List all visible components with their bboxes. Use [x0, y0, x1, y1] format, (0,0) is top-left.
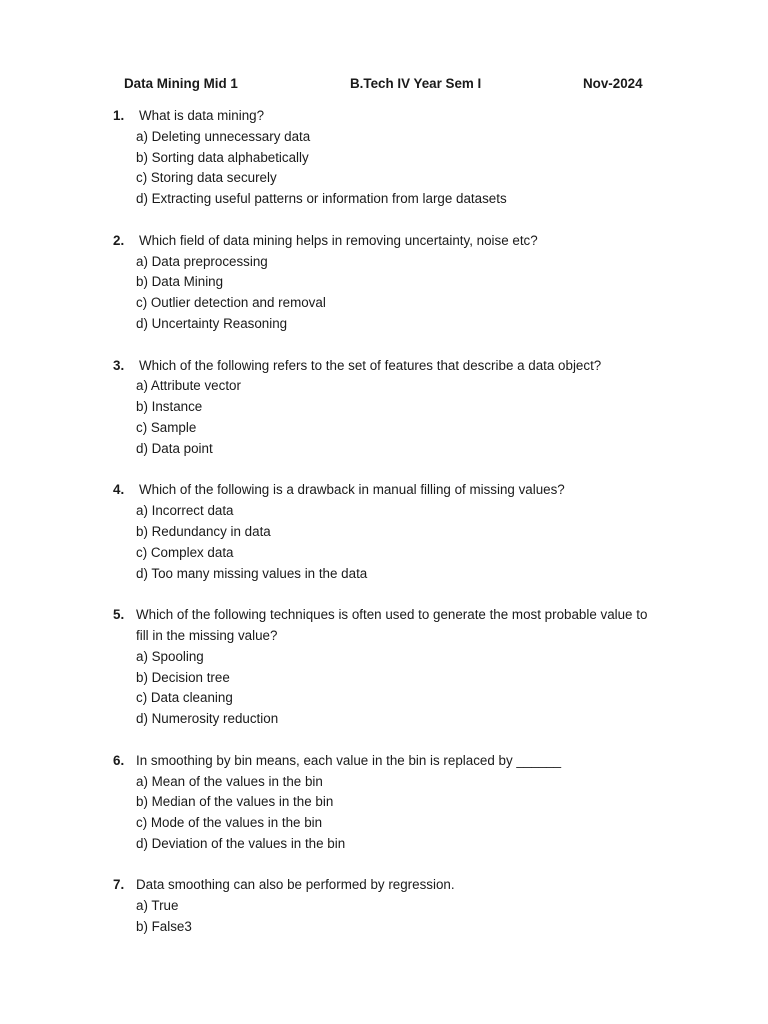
exam-title: Data Mining Mid 1: [124, 76, 238, 91]
question-5: [0, 605, 768, 730]
question-line: [0, 106, 768, 127]
question-line: [0, 875, 768, 896]
answer-option: b) False3: [136, 919, 192, 935]
exam-date: Nov-2024: [583, 76, 643, 91]
answer-option: c) Outlier detection and removal: [136, 295, 326, 311]
answer-option: a) Spooling: [136, 648, 204, 664]
answer-option: c) Mode of the values in the bin: [136, 815, 323, 831]
answer-option: a) Deleting unnecessary data: [136, 128, 311, 144]
answer-option: d) Deviation of the values in the bin: [136, 835, 346, 851]
question-number: 2.: [113, 232, 125, 248]
question-text: fill in the missing value?: [136, 627, 278, 643]
question-number: 6.: [113, 752, 125, 768]
question-3: [0, 356, 768, 460]
answer-option: d) Numerosity reduction: [136, 711, 279, 727]
answer-option: b) Decision tree: [136, 669, 230, 685]
answer-option: b) Sorting data alphabetically: [136, 149, 309, 165]
question-line: [0, 356, 768, 377]
answer-option: c) Complex data: [136, 544, 234, 560]
question-6: [0, 751, 768, 855]
question-4: [0, 480, 768, 584]
question-number: 3.: [113, 357, 125, 373]
question-text: Data smoothing can also be performed by regression.: [136, 877, 455, 893]
answer-option: a) Attribute vector: [136, 378, 241, 394]
answer-option: a) Mean of the values in the bin: [136, 773, 323, 789]
question-text: Which of the following techniques is often used to generate the most probable value to: [136, 607, 648, 623]
question-number: 1.: [113, 108, 125, 123]
question-line: [0, 751, 768, 772]
answer-option: c) Sample: [136, 419, 197, 435]
answer-option: d) Extracting useful patterns or information from large datasets: [136, 191, 507, 207]
answer-option: c) Storing data securely: [136, 170, 277, 186]
answer-option: b) Median of the values in the bin: [136, 794, 334, 810]
question-line: [0, 605, 768, 626]
answer-option: a) True: [136, 898, 179, 914]
answer-option: d) Uncertainty Reasoning: [136, 315, 288, 331]
question-number: 7.: [113, 877, 125, 893]
exam-header: [0, 76, 768, 96]
question-text: Which of the following refers to the set of features that describe a data object?: [139, 357, 602, 373]
question-number: 4.: [113, 482, 125, 498]
answer-option: c) Data cleaning: [136, 690, 233, 706]
question-line: [0, 480, 768, 501]
answer-option: a) Incorrect data: [136, 503, 234, 519]
answer-option: b) Instance: [136, 399, 203, 415]
question-2: [0, 231, 768, 335]
answer-option: b) Data Mining: [136, 274, 224, 290]
answer-option: b) Redundancy in data: [136, 523, 271, 539]
answer-option: d) Data point: [136, 440, 213, 456]
question-text: Which field of data mining helps in removing uncertainty, noise etc?: [139, 232, 538, 248]
answer-option: d) Too many missing values in the data: [136, 565, 368, 581]
exam-course: B.Tech IV Year Sem I: [350, 76, 482, 91]
question-text: What is data mining?: [139, 108, 265, 123]
question-text: In smoothing by bin means, each value in the bin is replaced by ______: [136, 752, 562, 768]
question-number: 5.: [113, 607, 125, 623]
question-1: [0, 106, 768, 210]
question-text: Which of the following is a drawback in manual filling of missing values?: [139, 482, 565, 498]
question-list: [0, 106, 768, 959]
answer-option: a) Data preprocessing: [136, 253, 268, 269]
question-line: [0, 231, 768, 252]
question-7: [0, 875, 768, 937]
question-line: [0, 626, 768, 647]
